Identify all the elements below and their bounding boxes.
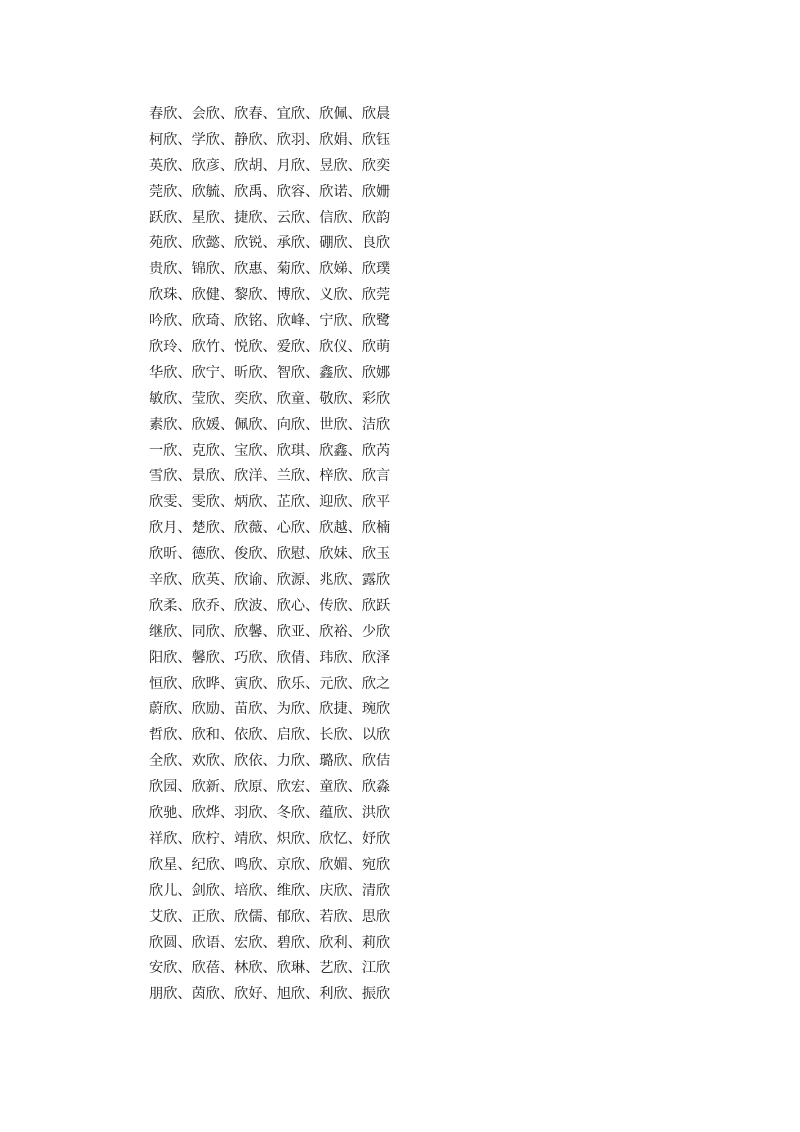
name-line: 祥欣、欣柠、靖欣、炽欣、欣忆、妤欣 xyxy=(149,830,391,847)
name-line: 阳欣、馨欣、巧欣、欣倩、玮欣、欣泽 xyxy=(149,649,391,666)
name-line: 柯欣、学欣、静欣、欣羽、欣娟、欣钰 xyxy=(149,131,391,148)
name-line: 欣月、楚欣、欣薇、心欣、欣越、欣楠 xyxy=(149,520,391,537)
name-line: 哲欣、欣和、依欣、启欣、长欣、以欣 xyxy=(149,727,391,744)
name-line: 辛欣、欣英、欣谕、欣源、兆欣、露欣 xyxy=(149,572,391,589)
name-line: 欣柔、欣乔、欣波、欣心、传欣、欣跃 xyxy=(149,597,391,614)
name-line: 欣星、纪欣、鸣欣、京欣、欣媚、宛欣 xyxy=(149,856,391,873)
name-line: 朋欣、茵欣、欣好、旭欣、利欣、振欣 xyxy=(149,986,391,1003)
name-line: 欣儿、剑欣、培欣、维欣、庆欣、清欣 xyxy=(149,882,391,899)
name-line: 欣雯、雯欣、炳欣、芷欣、迎欣、欣平 xyxy=(149,494,391,511)
name-line: 继欣、同欣、欣馨、欣亚、欣裕、少欣 xyxy=(149,623,391,640)
name-line: 蔚欣、欣励、苗欣、为欣、欣捷、琬欣 xyxy=(149,701,391,718)
name-line: 安欣、欣蓓、林欣、欣琳、艺欣、江欣 xyxy=(149,960,391,977)
name-line: 素欣、欣媛、佩欣、向欣、世欣、洁欣 xyxy=(149,416,391,433)
name-line: 欣园、欣新、欣原、欣宏、童欣、欣淼 xyxy=(149,779,391,796)
name-line: 贵欣、锦欣、欣惠、菊欣、欣娣、欣璞 xyxy=(149,261,391,278)
name-line: 春欣、会欣、欣春、宜欣、欣佩、欣晨 xyxy=(149,106,391,122)
name-line: 吟欣、欣琦、欣铭、欣峰、宁欣、欣鹭 xyxy=(149,313,391,330)
name-line: 欣珠、欣健、黎欣、博欣、义欣、欣莞 xyxy=(149,287,391,304)
name-line: 英欣、欣彦、欣胡、月欣、昱欣、欣奕 xyxy=(149,157,391,174)
name-line: 恒欣、欣晔、寅欣、欣乐、元欣、欣之 xyxy=(149,675,391,692)
name-line: 欣驰、欣烨、羽欣、冬欣、蕴欣、洪欣 xyxy=(149,805,391,822)
name-line: 欣圆、欣语、宏欣、碧欣、欣利、莉欣 xyxy=(149,934,391,951)
name-line: 跃欣、星欣、捷欣、云欣、信欣、欣韵 xyxy=(149,209,391,226)
name-line: 全欣、欢欣、欣依、力欣、璐欣、欣佶 xyxy=(149,753,391,770)
name-line: 欣昕、德欣、俊欣、欣慰、欣妹、欣玉 xyxy=(149,546,391,563)
name-line: 莞欣、欣毓、欣禹、欣容、欣诺、欣姗 xyxy=(149,183,391,200)
name-line: 华欣、欣宁、昕欣、智欣、鑫欣、欣娜 xyxy=(149,364,391,381)
name-line: 苑欣、欣懿、欣锐、承欣、硼欣、良欣 xyxy=(149,235,391,252)
name-line: 一欣、克欣、宝欣、欣琪、欣鑫、欣芮 xyxy=(149,442,391,459)
name-line: 雪欣、景欣、欣洋、兰欣、梓欣、欣言 xyxy=(149,468,391,485)
name-line: 欣玲、欣竹、悦欣、爱欣、欣仪、欣萌 xyxy=(149,339,391,356)
name-list xyxy=(149,102,390,1008)
name-line: 艾欣、正欣、欣儒、郁欣、若欣、思欣 xyxy=(149,908,391,925)
name-line: 敏欣、莹欣、奕欣、欣童、敬欣、彩欣 xyxy=(149,390,391,407)
